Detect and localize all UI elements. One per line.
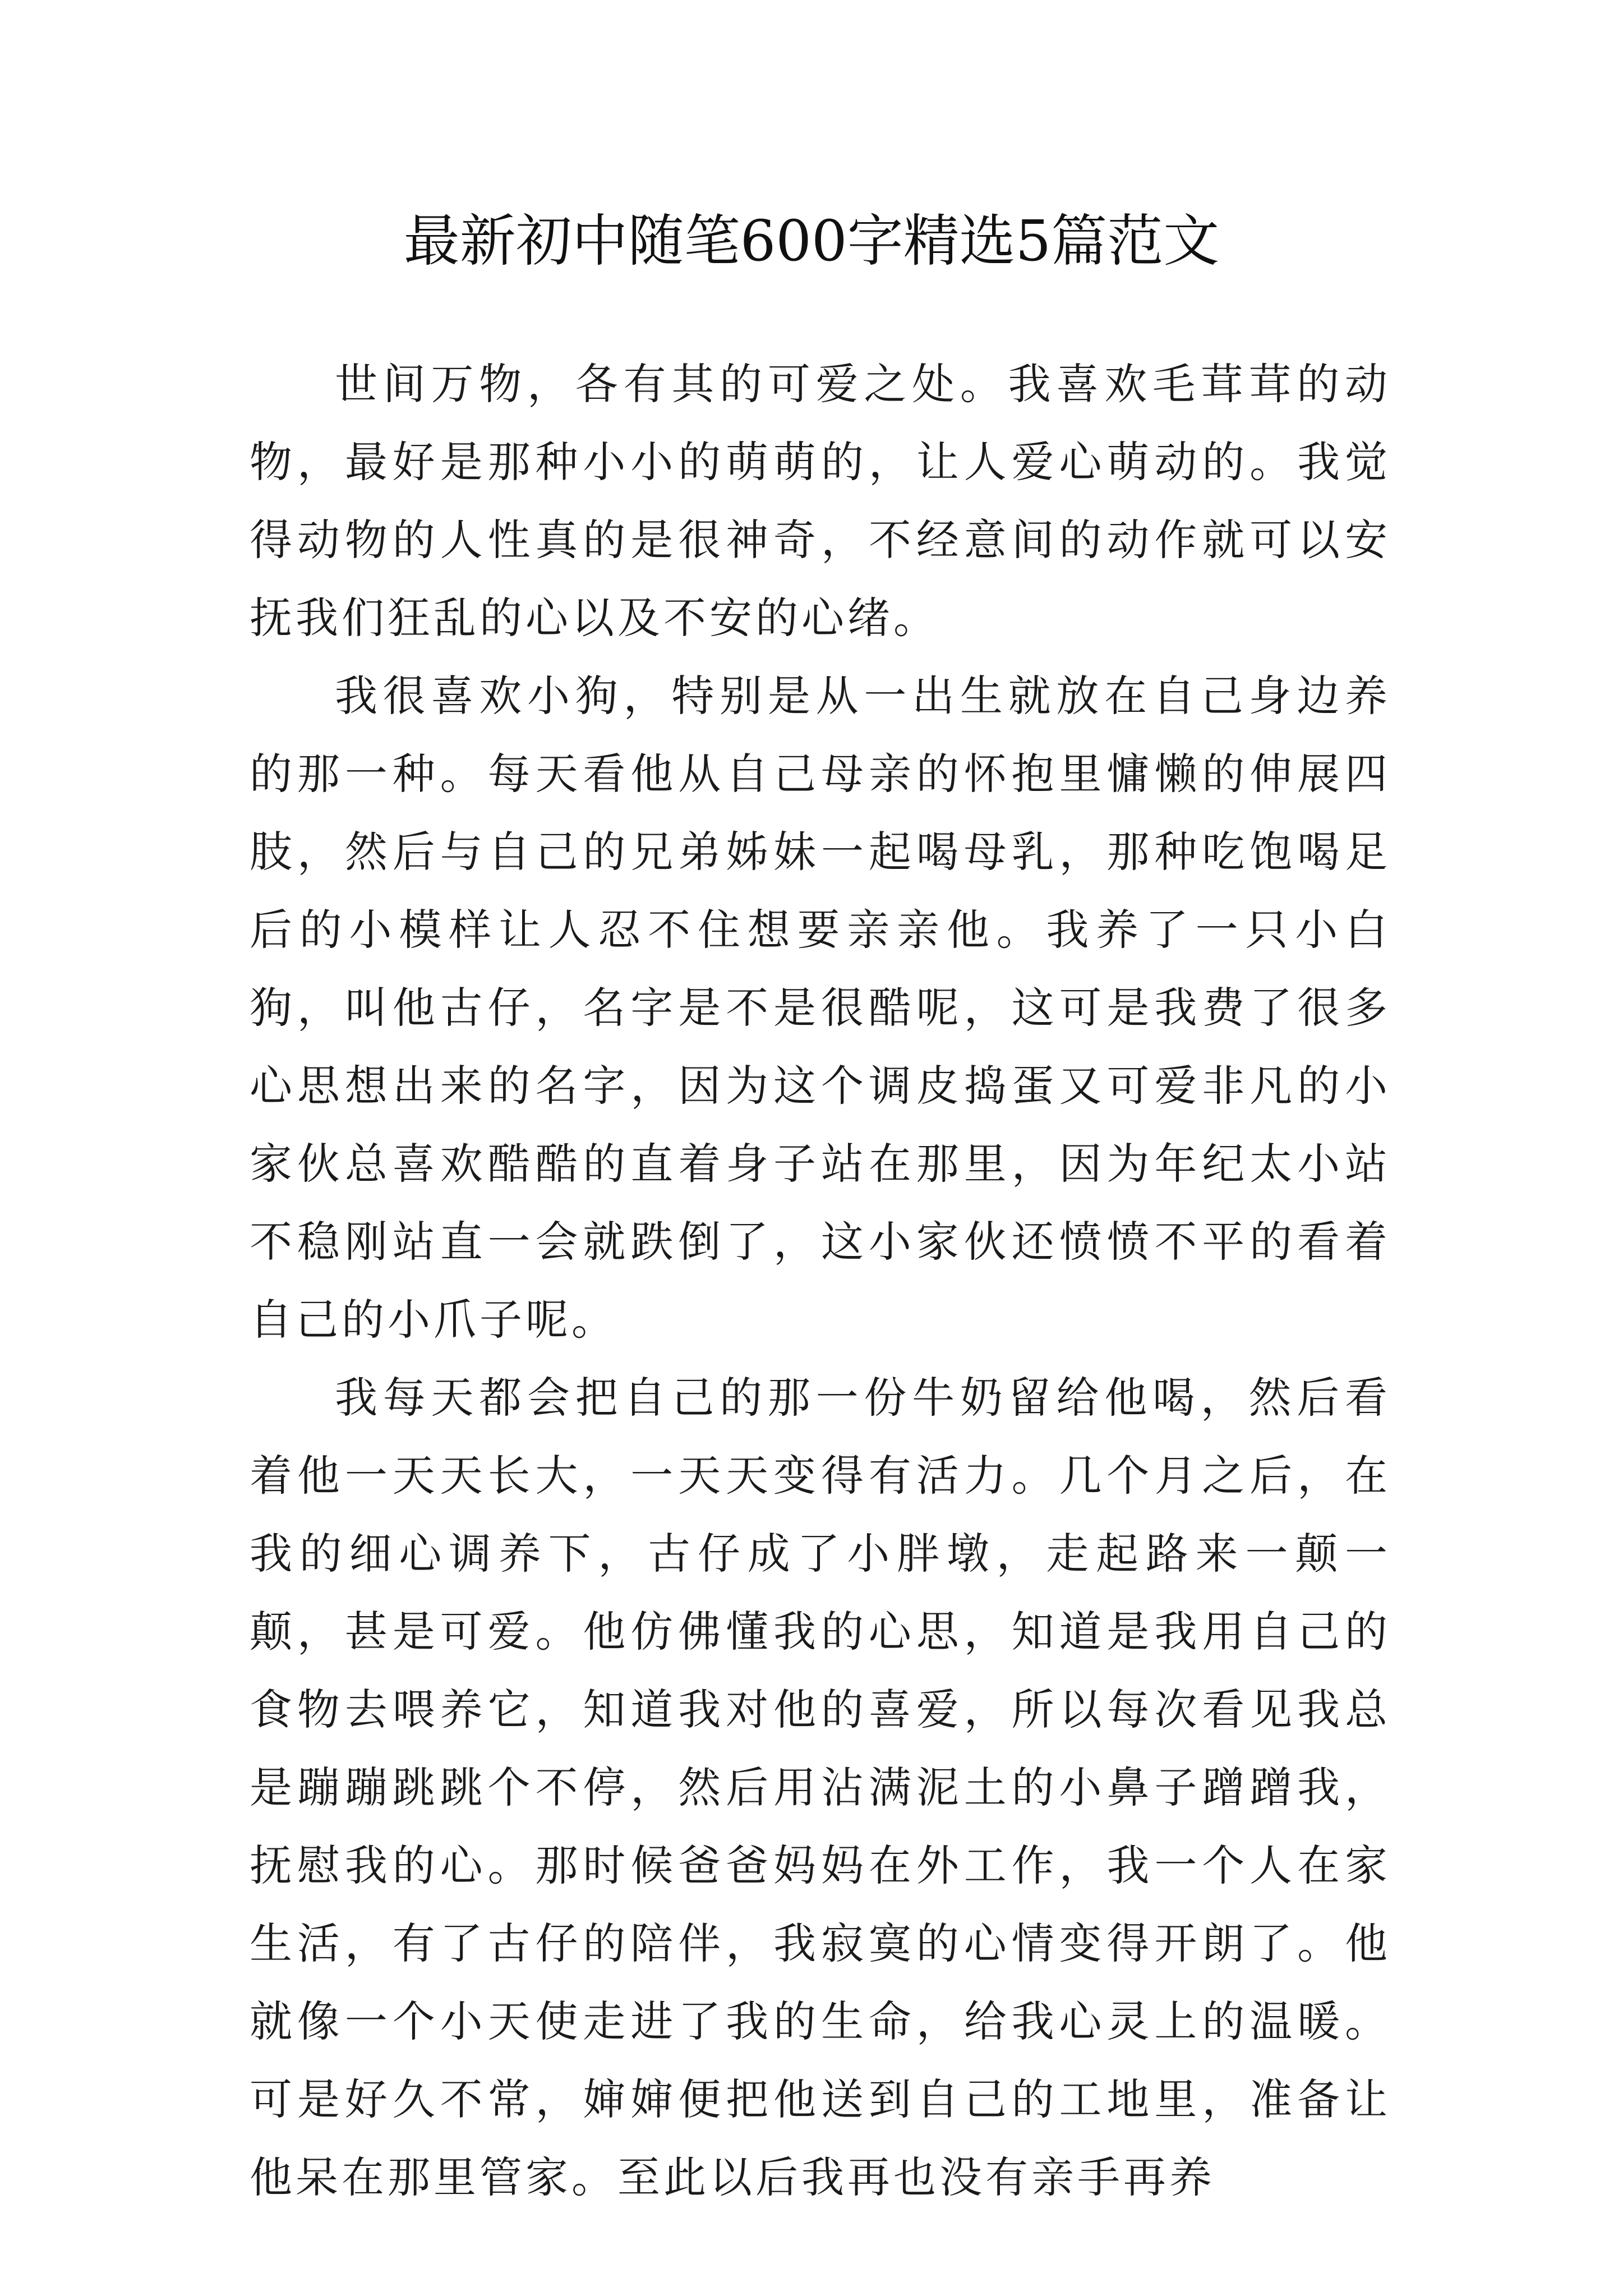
- paragraph-1: 世间万物，各有其的可爱之处。我喜欢毛茸茸的动物，最好是那种小小的萌萌的，让人爱心萌动的。我觉得动物的人性真的是很神奇，不经意间的动作就可以安抚我们狂乱的心以及不安的心绪。: [250, 359, 1391, 643]
- paragraph-3: 我每天都会把自己的那一份牛奶留给他喝，然后看着他一天天长大，一天天变得有活力。几个月之后，在我的细心调养下，古仔成了小胖墩，走起路来一颠一颠，甚是可爱。他仿佛懂我的心思，知道是我用自己的食物去喂养它，知道我对他的喜爱，所以每次看见我总是蹦蹦跳跳个不停，然后用沾满泥土的小鼻子蹭蹭我，抚慰我的心。那时候爸爸妈妈在外工作，我一个人在家生活，有了古仔的陪伴，我寂寞的心情变得开朗了。他就像一个小天使走进了我的生命，给我心灵上的温暖。可是好久不常，婶婶便把他送到自己的工地里，准备让他呆在那里管家。至此以后我再也没有亲手再养: [250, 1373, 1391, 2202]
- document-body: [250, 345, 1391, 2216]
- paragraph-2: 我很喜欢小狗，特别是从一出生就放在自己身边养的那一种。每天看他从自己母亲的怀抱里慵懒的伸展四肢，然后与自己的兄弟姊妹一起喝母乳，那种吃饱喝足后的小模样让人忍不住想要亲亲他。我养了一只小白狗，叫他古仔，名字是不是很酷呢，这可是我费了很多心思想出来的名字，因为这个调皮捣蛋又可爱非凡的小家伙总喜欢酷酷的直着身子站在那里，因为年纪太小站不稳刚站直一会就跌倒了，这小家伙还愤愤不平的看着自己的小爪子呢。: [250, 671, 1391, 1345]
- document-title: 最新初中随笔600字精选5篇范文: [403, 208, 1220, 274]
